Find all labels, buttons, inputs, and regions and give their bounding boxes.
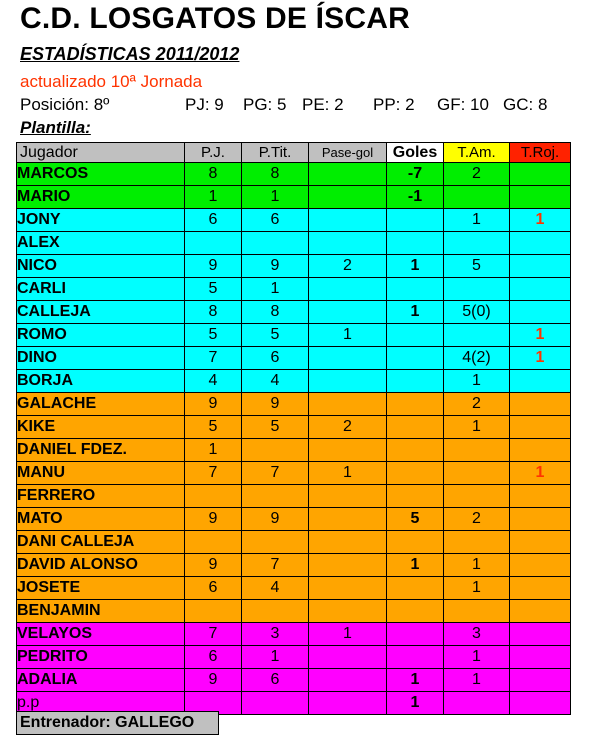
red-cards-cell	[510, 508, 571, 531]
table-row	[17, 255, 571, 278]
yellow-cards-cell	[444, 600, 510, 623]
season-heading: ESTADÍSTICAS 2011/2012	[20, 44, 240, 64]
player-name-cell: GALACHE	[17, 393, 185, 416]
pj-cell: 9	[185, 393, 242, 416]
red-cards-cell: 1	[510, 324, 571, 347]
pj-cell: 1	[185, 439, 242, 462]
pase-gol-cell	[309, 347, 387, 370]
goals-cell: 5	[387, 508, 444, 531]
pj-cell: 7	[185, 462, 242, 485]
pj-cell: 9	[185, 669, 242, 692]
table-row	[17, 232, 571, 255]
table-row	[17, 623, 571, 646]
player-name-cell: ALEX	[17, 232, 185, 255]
ptit-cell	[242, 439, 309, 462]
red-cards-cell	[510, 623, 571, 646]
goals-cell: 1	[387, 255, 444, 278]
pase-gol-cell	[309, 439, 387, 462]
ptit-cell: 1	[242, 186, 309, 209]
table-row	[17, 485, 571, 508]
red-cards-cell	[510, 439, 571, 462]
player-name-cell: PEDRITO	[17, 646, 185, 669]
pj-cell: 8	[185, 301, 242, 324]
player-name-cell: JONY	[17, 209, 185, 232]
col-header-goles: Goles	[387, 143, 444, 163]
ptit-cell: 6	[242, 209, 309, 232]
table-row	[17, 301, 571, 324]
pase-gol-cell	[309, 186, 387, 209]
player-name-cell: DANI CALLEJA	[17, 531, 185, 554]
pj-cell	[185, 531, 242, 554]
red-cards-cell	[510, 163, 571, 186]
goals-cell: 1	[387, 554, 444, 577]
yellow-cards-cell	[444, 439, 510, 462]
col-header-player: Jugador	[17, 143, 185, 163]
goals-cell	[387, 393, 444, 416]
table-row	[17, 508, 571, 531]
yellow-cards-cell: 1	[444, 669, 510, 692]
ptit-cell: 9	[242, 393, 309, 416]
table-row	[17, 531, 571, 554]
pase-gol-cell	[309, 393, 387, 416]
goals-cell	[387, 577, 444, 600]
pj-cell: 9	[185, 508, 242, 531]
ptit-cell	[242, 600, 309, 623]
table-row	[17, 370, 571, 393]
col-header-yellow-cards: T.Am.	[444, 143, 510, 163]
yellow-cards-cell: 2	[444, 508, 510, 531]
ptit-cell: 6	[242, 347, 309, 370]
player-name-cell: CALLEJA	[17, 301, 185, 324]
goals-cell	[387, 531, 444, 554]
yellow-cards-cell: 3	[444, 623, 510, 646]
yellow-cards-cell: 2	[444, 163, 510, 186]
yellow-cards-cell	[444, 232, 510, 255]
table-header-row	[17, 143, 571, 163]
table-row	[17, 209, 571, 232]
player-name-cell: JOSETE	[17, 577, 185, 600]
table-row	[17, 646, 571, 669]
red-cards-cell	[510, 577, 571, 600]
yellow-cards-cell: 1	[444, 646, 510, 669]
player-name-cell: DAVID ALONSO	[17, 554, 185, 577]
red-cards-cell	[510, 669, 571, 692]
pj-cell: 6	[185, 577, 242, 600]
squad-heading: Plantilla:	[20, 118, 91, 137]
ptit-cell: 5	[242, 416, 309, 439]
stat-gf: GF: 10	[437, 95, 489, 114]
yellow-cards-cell: 1	[444, 554, 510, 577]
ptit-cell: 1	[242, 646, 309, 669]
pase-gol-cell	[309, 232, 387, 255]
pase-gol-cell: 1	[309, 462, 387, 485]
col-header-ptit: P.Tit.	[242, 143, 309, 163]
red-cards-cell	[510, 692, 571, 715]
pase-gol-cell	[309, 370, 387, 393]
table-row	[17, 462, 571, 485]
ptit-cell: 5	[242, 324, 309, 347]
ptit-cell: 4	[242, 577, 309, 600]
pase-gol-cell: 1	[309, 324, 387, 347]
ptit-cell	[242, 485, 309, 508]
red-cards-cell: 1	[510, 209, 571, 232]
goals-cell	[387, 646, 444, 669]
player-name-cell: NICO	[17, 255, 185, 278]
table-row	[17, 416, 571, 439]
pase-gol-cell	[309, 554, 387, 577]
red-cards-cell	[510, 416, 571, 439]
red-cards-cell	[510, 278, 571, 301]
yellow-cards-cell: 5(0)	[444, 301, 510, 324]
goals-cell	[387, 623, 444, 646]
page-title: C.D. LOSGATOS DE ÍSCAR	[20, 2, 410, 35]
table-row	[17, 163, 571, 186]
goals-cell	[387, 232, 444, 255]
table-row	[17, 278, 571, 301]
ptit-cell: 9	[242, 255, 309, 278]
player-name-cell: BORJA	[17, 370, 185, 393]
ptit-cell	[242, 232, 309, 255]
pj-cell	[185, 232, 242, 255]
ptit-cell	[242, 531, 309, 554]
yellow-cards-cell: 1	[444, 209, 510, 232]
ptit-cell: 7	[242, 462, 309, 485]
goals-cell: -7	[387, 163, 444, 186]
pase-gol-cell	[309, 646, 387, 669]
pase-gol-cell	[309, 485, 387, 508]
red-cards-cell	[510, 646, 571, 669]
goals-cell: 1	[387, 692, 444, 715]
pase-gol-cell	[309, 508, 387, 531]
col-header-pase-gol: Pase-gol	[309, 143, 387, 163]
pj-cell: 6	[185, 646, 242, 669]
col-header-pj: P.J.	[185, 143, 242, 163]
goals-cell: 1	[387, 301, 444, 324]
yellow-cards-cell	[444, 324, 510, 347]
col-header-red-cards: T.Roj.	[510, 143, 571, 163]
ptit-cell: 8	[242, 163, 309, 186]
player-name-cell: MANU	[17, 462, 185, 485]
stat-gc: GC: 8	[503, 95, 548, 114]
player-name-cell: MARCOS	[17, 163, 185, 186]
table-row	[17, 347, 571, 370]
pase-gol-cell	[309, 209, 387, 232]
pase-gol-cell: 2	[309, 255, 387, 278]
red-cards-cell	[510, 600, 571, 623]
pj-cell	[185, 600, 242, 623]
red-cards-cell	[510, 255, 571, 278]
pase-gol-cell: 2	[309, 416, 387, 439]
pj-cell: 9	[185, 255, 242, 278]
red-cards-cell: 1	[510, 462, 571, 485]
player-name-cell: DINO	[17, 347, 185, 370]
goals-cell	[387, 462, 444, 485]
player-name-cell: FERRERO	[17, 485, 185, 508]
red-cards-cell	[510, 186, 571, 209]
ptit-cell: 6	[242, 669, 309, 692]
pj-cell: 6	[185, 209, 242, 232]
pase-gol-cell: 1	[309, 623, 387, 646]
ptit-cell: 9	[242, 508, 309, 531]
yellow-cards-cell	[444, 278, 510, 301]
red-cards-cell	[510, 531, 571, 554]
ptit-cell	[242, 692, 309, 715]
red-cards-cell	[510, 393, 571, 416]
pj-cell: 4	[185, 370, 242, 393]
yellow-cards-cell: 1	[444, 577, 510, 600]
squad-table	[16, 142, 571, 715]
yellow-cards-cell	[444, 692, 510, 715]
ptit-cell: 7	[242, 554, 309, 577]
pase-gol-cell	[309, 577, 387, 600]
ptit-cell: 8	[242, 301, 309, 324]
pj-cell: 7	[185, 347, 242, 370]
goals-cell: -1	[387, 186, 444, 209]
yellow-cards-cell: 1	[444, 416, 510, 439]
table-row	[17, 439, 571, 462]
stat-pg: PG: 5	[243, 95, 287, 114]
red-cards-cell	[510, 370, 571, 393]
pj-cell: 7	[185, 623, 242, 646]
goals-cell	[387, 278, 444, 301]
red-cards-cell	[510, 554, 571, 577]
red-cards-cell	[510, 232, 571, 255]
goals-cell	[387, 600, 444, 623]
pase-gol-cell	[309, 600, 387, 623]
goals-cell	[387, 324, 444, 347]
table-row	[17, 186, 571, 209]
pj-cell: 5	[185, 324, 242, 347]
coach-label: Entrenador: GALLEGO	[16, 711, 219, 735]
yellow-cards-cell: 5	[444, 255, 510, 278]
table-row	[17, 324, 571, 347]
goals-cell	[387, 485, 444, 508]
pj-cell: 9	[185, 554, 242, 577]
goals-cell	[387, 416, 444, 439]
goals-cell	[387, 439, 444, 462]
pase-gol-cell	[309, 163, 387, 186]
red-cards-cell: 1	[510, 347, 571, 370]
stat-pj: PJ: 9	[185, 95, 224, 114]
stat-pe: PE: 2	[302, 95, 344, 114]
table-row	[17, 393, 571, 416]
table-row	[17, 577, 571, 600]
pase-gol-cell	[309, 301, 387, 324]
table-row	[17, 600, 571, 623]
yellow-cards-cell	[444, 462, 510, 485]
player-name-cell: DANIEL FDEZ.	[17, 439, 185, 462]
ptit-cell: 3	[242, 623, 309, 646]
yellow-cards-cell	[444, 186, 510, 209]
yellow-cards-cell: 4(2)	[444, 347, 510, 370]
player-name-cell: CARLI	[17, 278, 185, 301]
pj-cell: 1	[185, 186, 242, 209]
pj-cell: 5	[185, 416, 242, 439]
player-name-cell: MARIO	[17, 186, 185, 209]
player-name-cell: BENJAMIN	[17, 600, 185, 623]
pj-cell: 5	[185, 278, 242, 301]
pase-gol-cell	[309, 669, 387, 692]
goals-cell: 1	[387, 669, 444, 692]
stat-pp: PP: 2	[373, 95, 415, 114]
red-cards-cell	[510, 301, 571, 324]
red-cards-cell	[510, 485, 571, 508]
stat-position: Posición: 8º	[20, 95, 110, 114]
pj-cell: 8	[185, 163, 242, 186]
pj-cell	[185, 485, 242, 508]
table-row	[17, 554, 571, 577]
updated-note: actualizado 10ª Jornada	[20, 72, 203, 91]
pase-gol-cell	[309, 692, 387, 715]
ptit-cell: 1	[242, 278, 309, 301]
player-name-cell: ADALIA	[17, 669, 185, 692]
own-goals-label: p.p	[17, 692, 185, 715]
goals-cell	[387, 370, 444, 393]
yellow-cards-cell	[444, 485, 510, 508]
pase-gol-cell	[309, 531, 387, 554]
pase-gol-cell	[309, 278, 387, 301]
goals-cell	[387, 347, 444, 370]
ptit-cell: 4	[242, 370, 309, 393]
yellow-cards-cell: 2	[444, 393, 510, 416]
table-row	[17, 669, 571, 692]
player-name-cell: ROMO	[17, 324, 185, 347]
player-name-cell: MATO	[17, 508, 185, 531]
player-name-cell: KIKE	[17, 416, 185, 439]
goals-cell	[387, 209, 444, 232]
yellow-cards-cell	[444, 531, 510, 554]
yellow-cards-cell: 1	[444, 370, 510, 393]
player-name-cell: VELAYOS	[17, 623, 185, 646]
